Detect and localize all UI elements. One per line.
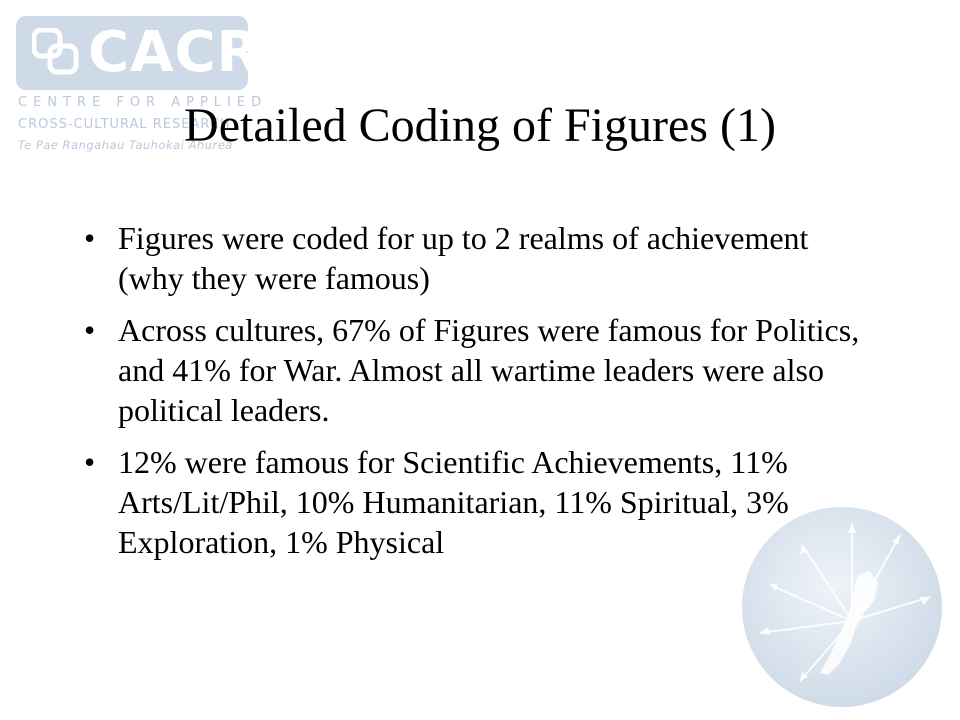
cacr-logo (16, 16, 261, 90)
logo-subtitle-line2: CROSS-CULTURAL RESEARCH (18, 117, 231, 132)
bullet-dot-icon: • (84, 220, 96, 256)
bullet-dot-icon: • (84, 312, 96, 348)
bullet-text: Across cultures, 67% of Figures were famous for Politics, and 41% for War. Almost all wartime leaders were also political leaders. (118, 312, 860, 428)
logo-subtitle-line3: Te Pae Rangahau Tauhokai Ahurea (18, 138, 233, 152)
bullet-dot-icon: • (84, 444, 96, 480)
slide-title: Detailed Coding of Figures (1) (184, 99, 776, 152)
logo-subtitle-line1: CENTRE FOR APPLIED (18, 95, 268, 110)
logo-wordmark: CACR (88, 20, 261, 85)
globe-arrows-icon (740, 505, 944, 709)
bullet-item (84, 310, 864, 430)
bullet-text: 12% were famous for Scientific Achievements, 11% Arts/Lit/Phil, 10% Humanitarian, 11% Spiritual, 3% Exploration, 1% Physical (118, 444, 789, 560)
bullet-item (84, 218, 864, 298)
interlocked-squares-icon (32, 28, 80, 76)
bullet-text: Figures were coded for up to 2 realms of achievement (why they were famous) (118, 220, 809, 296)
